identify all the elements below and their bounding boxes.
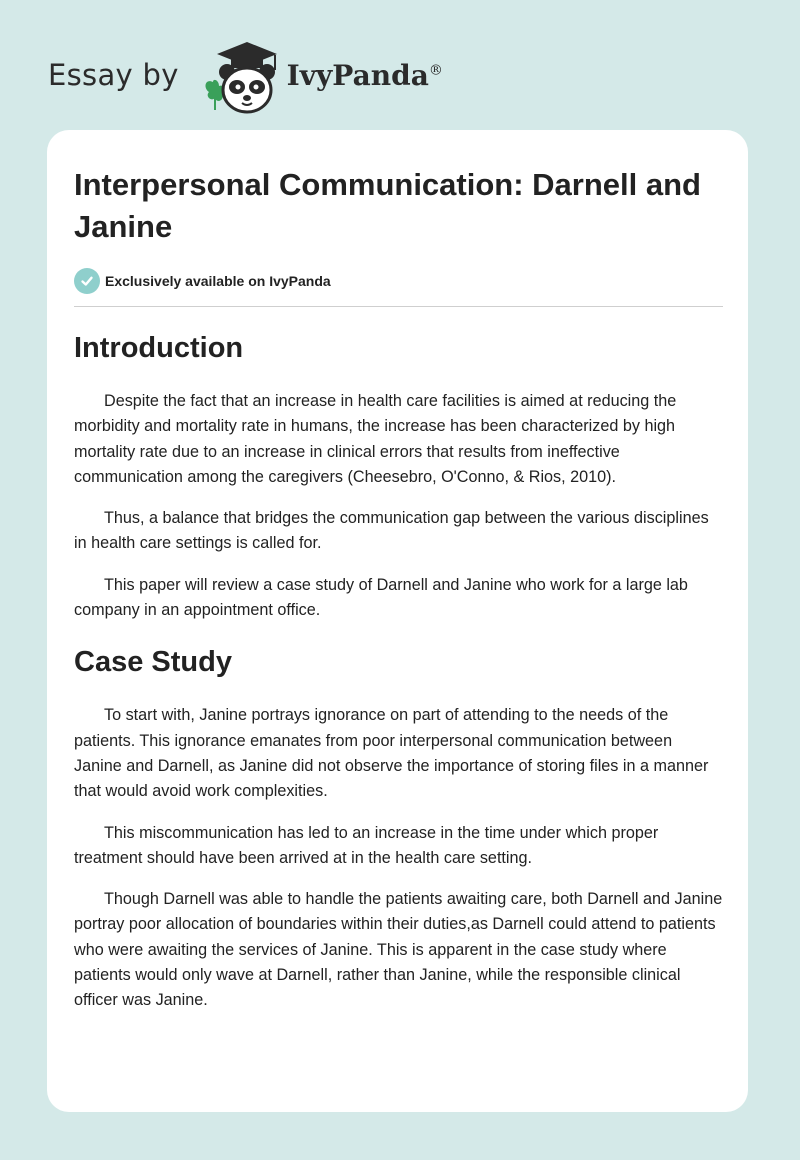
divider — [74, 306, 723, 307]
check-icon — [74, 268, 100, 294]
section-heading-introduction: Introduction — [74, 332, 244, 364]
paragraph: This miscommunication has led to an increase in the time under which proper treatment should have been arrived at in the health care setting. — [74, 823, 659, 867]
essay-content — [74, 130, 723, 1014]
brand-name[interactable] — [287, 59, 443, 92]
section-heading-case-study: Case Study — [74, 646, 232, 679]
site-header — [48, 30, 443, 120]
paragraph: This paper will review a case study of Darnell and Janine who work for a large lab company in an appointment office. — [74, 575, 688, 620]
paragraph: Despite the fact that an increase in health care facilities is aimed at reducing the morbidity and mortality rate in humans, the increase has been characterized by high mortality rate due to an increase in clinical errors that results from ineffective communication among the caregivers (Cheesebro, O'Conno, & Rios, 2010). — [74, 392, 677, 486]
registered-mark: ® — [428, 62, 443, 79]
paragraph: To start with, Janine portrays ignorance on part of attending to the needs of the patients. This ignorance emanates from poor interpersonal communication between Janine and Darnell, as Janine did not observe the importance of storing files in a manner that would avoid work complexities. — [74, 706, 709, 801]
essay-card — [47, 130, 748, 1112]
essay-by-label: Essay by — [48, 58, 179, 92]
essay-title: Interpersonal Communication: Darnell and Janine — [74, 167, 701, 244]
brand-name-text: IvyPanda — [286, 58, 429, 92]
exclusive-badge — [74, 268, 723, 294]
exclusive-badge-label: Exclusively available on IvyPanda — [105, 273, 331, 289]
paragraph: Thus, a balance that bridges the communication gap between the various disciplines in health care settings is called for. — [74, 509, 709, 553]
paragraph: Though Darnell was able to handle the patients awaiting care, both Darnell and Janine portray poor allocation of boundaries within their duties,as Darnell could attend to patients who were awaiting the services of Janine. This is apparent in the case study where patients would only wave at Darnell, rather than Janine, while the responsible clinical officer was Janine. — [74, 890, 723, 1010]
panda-graduate-icon[interactable] — [195, 30, 285, 120]
